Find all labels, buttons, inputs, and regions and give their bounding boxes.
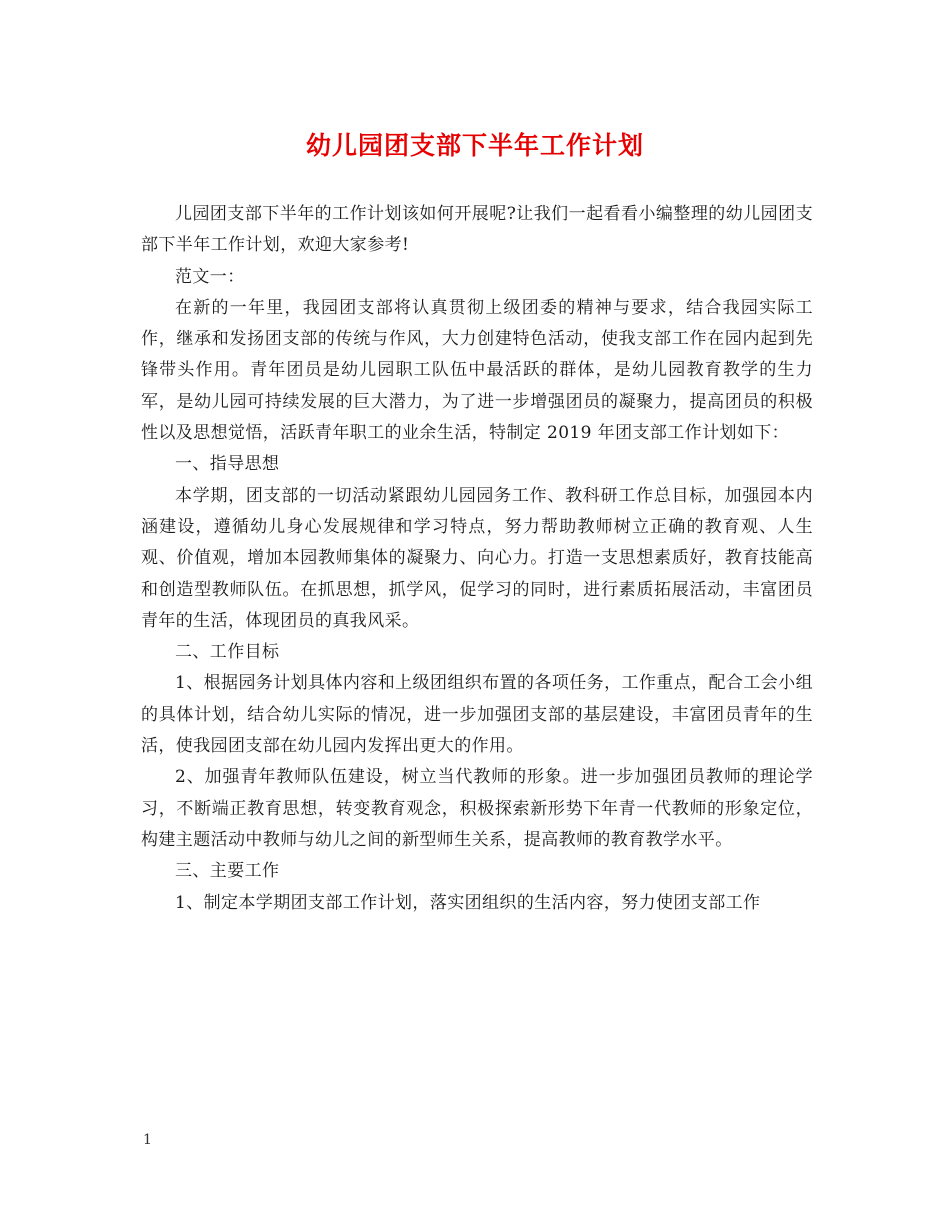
paragraph-goal-2: 2、加强青年教师队伍建设，树立当代教师的形象。进一步加强团员教师的理论学习，不断端正教育思想，转变教育观念，积极探索新形势下年青一代教师的形象定位，构建主题活动中教师与幼儿之间的新型师生关系，提高教师的教育教学水平。 [141,767,813,850]
section-heading-guiding-ideology: 一、指导思想 [175,454,280,475]
document-body [141,199,813,919]
paragraph-main-work-1: 1、制定本学期团支部工作计划，落实团组织的生活内容，努力使团支部工作 [175,892,761,913]
paragraph-guiding-ideology: 本学期，团支部的一切活动紧跟幼儿园园务工作、教科研工作总目标，加强园本内涵建设，遵循幼儿身心发展规律和学习特点，努力帮助教师树立正确的教育观、人生观、价值观，增加本园教师集体的凝聚力、向心力。打造一支思想素质好，教育技能高和创造型教师队伍。在抓思想，抓学风，促学习的同时，进行素质拓展活动，丰富团员青年的生活，体现团员的真我风采。 [141,485,813,631]
document-title: 幼儿园团支部下半年工作计划 [305,131,644,160]
section-heading-work-goals: 二、工作目标 [175,642,280,663]
paragraph-goal-1: 1、根据园务计划具体内容和上级团组织布置的各项任务，工作重点，配合工会小组的具体计划，结合幼儿实际的情况，进一步加强团支部的基层建设，丰富团员青年的生活，使我园团支部在幼儿园内发挥出更大的作用。 [141,673,813,757]
paragraph-sample-heading: 范文一： [175,266,245,287]
section-heading-main-work: 三、主要工作 [175,861,280,882]
paragraph-intro: 儿园团支部下半年的工作计划该如何开展呢?让我们一起看看小编整理的幼儿园团支部下半年工作计划，欢迎大家参考! [141,204,813,256]
page-number: 1 [143,1132,152,1148]
paragraph-overview: 在新的一年里，我园团支部将认真贯彻上级团委的精神与要求，结合我园实际工作，继承和发扬团支部的传统与作风，大力创建特色活动，使我支部工作在园内起到先锋带头作用。青年团员是幼儿园职工队伍中最活跃的群体，是幼儿园教育教学的生力军，是幼儿园可持续发展的巨大潜力，为了进一步增强团员的凝聚力，提高团员的积极性以及思想觉悟，活跃青年职工的业余生活，特制定 2019 年团支部工作计划如下： [141,297,813,444]
